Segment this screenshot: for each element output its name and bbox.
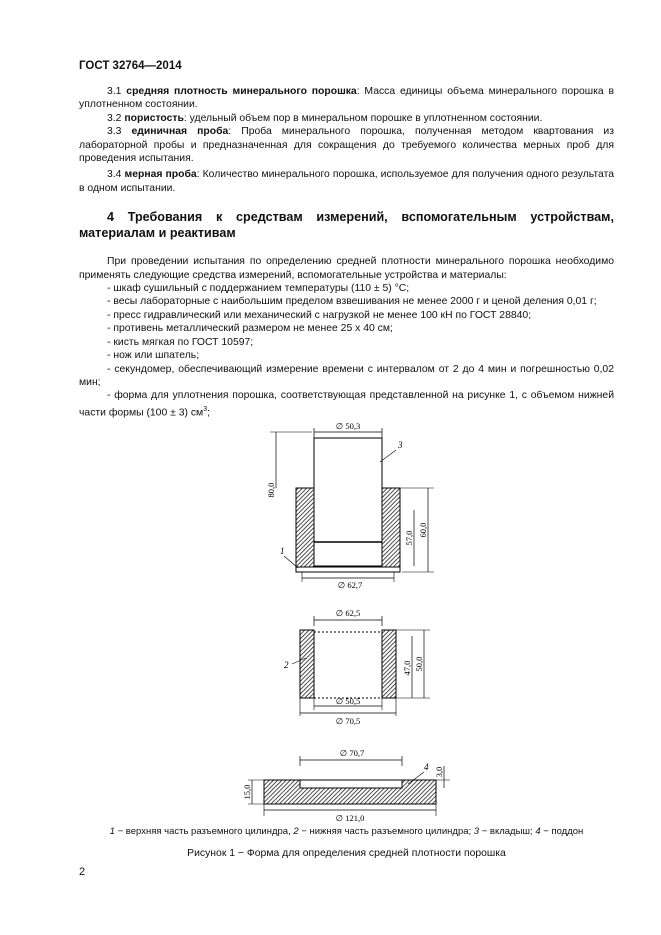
dim-d-70-7: ∅ 70,7 — [339, 748, 365, 758]
definition-3-2: 3.2 пористость: удельный объем пор в минеральном порошке в уплотненном состоянии. — [107, 112, 543, 124]
list-item: - нож или шпатель; — [107, 350, 200, 362]
section-4-title: 4 Требования к средствам измерений, вспомогательным устройствам, материалам и реактивам — [79, 210, 614, 241]
callout-4: 4 — [424, 762, 429, 772]
dim-d-50-5: ∅ 50,5 — [335, 696, 361, 706]
document-body — [79, 85, 614, 420]
lower-assembly — [284, 608, 430, 726]
definition-3-1: 3.1 средняя плотность минерального порошка: Масса единицы объема минерального порошка в уплотненном состоянии. — [79, 86, 614, 111]
dim-d-70-5: ∅ 70,5 — [335, 716, 361, 726]
list-item: - кисть мягкая по ГОСТ 10597; — [107, 336, 254, 348]
list-item: - секундомер, обеспечивающий измерение времени с интервалом от 2 до 4 мин и погрешностью 0,02 мин; — [79, 363, 614, 388]
list-item: - противень металлический размером не менее 25 х 40 см; — [107, 323, 393, 335]
base-tray — [242, 748, 450, 823]
callout-1: 1 — [280, 546, 285, 556]
list-item: - шкаф сушильный с поддержанием температуры (110 ± 5) °С; — [107, 283, 410, 295]
figure-1 — [230, 420, 460, 825]
dim-d-62-5: ∅ 62,5 — [335, 608, 361, 618]
list-item: - пресс гидравлический или механический с нагрузкой не менее 100 кН по ГОСТ 28840; — [107, 309, 532, 321]
definition-3-3: 3.3 единичная проба: Проба минерального порошка, полученная методом квартования из лабораторной пробы и предназначенная для сокращения до требуемого количества мерных проб для проведения испытания. — [79, 126, 614, 165]
mold-drawing — [230, 420, 460, 825]
dim-h-15: 15,0 — [242, 784, 252, 800]
section-4-intro: При проведении испытания по определению средней плотности минерального порошка необходимо применять следующие средства измерений, вспомогательные устройства и материалы: — [79, 256, 614, 281]
dim-h-57: 57,0 — [404, 530, 414, 546]
dim-h-3: 3,0 — [434, 766, 444, 778]
list-item-form: - форма для уплотнения порошка, соответствующая представленной на рисунке 1, с объемом нижней части формы (100 ± 3) $см^3$; — [79, 390, 614, 419]
definition-3-4: 3.4 мерная проба: Количество минерального порошка, используемое для получения одного результата в одном испытании. — [79, 169, 614, 194]
figure-legend: 1 − верхняя часть разъемного цилиндра, 2 − нижняя часть разъемного цилиндра; 3 − вкладыш; 4 − поддон — [109, 826, 584, 837]
dim-d-62-7: ∅ 62,7 — [337, 580, 363, 590]
dim-h-50: 50,0 — [414, 656, 424, 672]
dim-h-80: 80,0 — [266, 482, 276, 498]
doc-header: ГОСТ 32764—2014 — [79, 60, 182, 72]
dim-h-47: 47,0 — [402, 660, 412, 676]
dim-d-121: ∅ 121,0 — [335, 813, 365, 823]
equipment-list — [79, 282, 614, 420]
upper-assembly — [266, 421, 434, 590]
callout-2: 2 — [284, 660, 289, 670]
dim-h-60: 60,0 — [418, 522, 428, 538]
figure-caption: Рисунок 1 − Форма для определения средней плотности порошка — [187, 848, 506, 859]
page-number: 2 — [79, 866, 86, 878]
dim-d-50-3: ∅ 50,3 — [335, 421, 361, 431]
list-item: - весы лабораторные с наибольшим пределом взвешивания не менее 2000 г и ценой деления 0,01 г; — [107, 296, 597, 308]
callout-3: 3 — [398, 440, 403, 450]
